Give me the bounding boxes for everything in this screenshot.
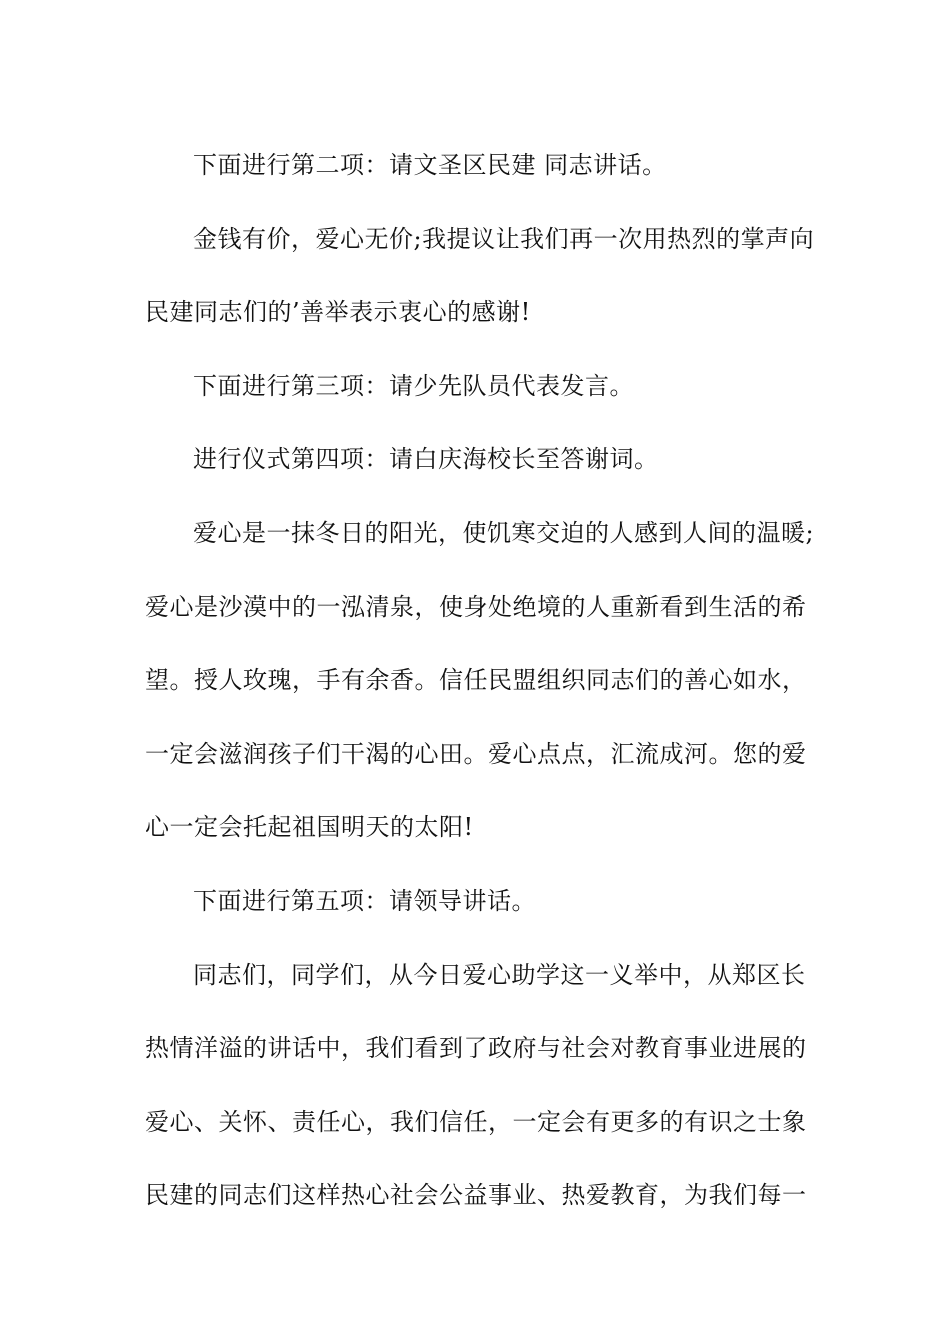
paragraph-line: 热情洋溢的讲话中，我们看到了政府与社会对教育事业进展的 xyxy=(145,1034,807,1063)
paragraph-line: 爱心、关怀、责任心，我们信任，一定会有更多的有识之士象 xyxy=(145,1107,807,1136)
paragraph-line: 爱心是一抹冬日的阳光，使饥寒交迫的人感到人间的温暖; xyxy=(193,518,815,547)
paragraph-line: 爱心是沙漠中的一泓清泉，使身处绝境的人重新看到生活的希 xyxy=(145,592,807,621)
paragraph-line: 民建的同志们这样热心社会公益事业、热爱教育，为我们每一 xyxy=(145,1181,807,1210)
document-body xyxy=(145,129,815,1233)
paragraph-line: 心一定会托起祖国明天的太阳! xyxy=(145,813,474,842)
paragraph-line: 进行仪式第四项：请白庆海校长至答谢词。 xyxy=(193,445,659,474)
paragraph-line: 望。授人玫瑰，手有余香。信任民盟组织同志们的善心如水， xyxy=(145,666,807,695)
paragraph-line: 金钱有价，爱心无价;我提议让我们再一次用热烈的掌声向 xyxy=(193,224,815,253)
paragraph-line: 下面进行第二项：请文圣区民建 同志讲话。 xyxy=(193,151,667,179)
paragraph-line: 一定会滋润孩子们干渴的心田。爱心点点，汇流成河。您的爱 xyxy=(145,739,807,768)
paragraph-line: 同志们，同学们，从今日爱心助学这一义举中，从郑区长 xyxy=(193,960,806,989)
paragraph-line: 下面进行第五项：请领导讲话。 xyxy=(193,886,536,915)
paragraph-line: 下面进行第三项：请少先队员代表发言。 xyxy=(193,371,634,400)
paragraph-line: 民建同志们的’善举表示衷心的感谢! xyxy=(145,298,531,327)
